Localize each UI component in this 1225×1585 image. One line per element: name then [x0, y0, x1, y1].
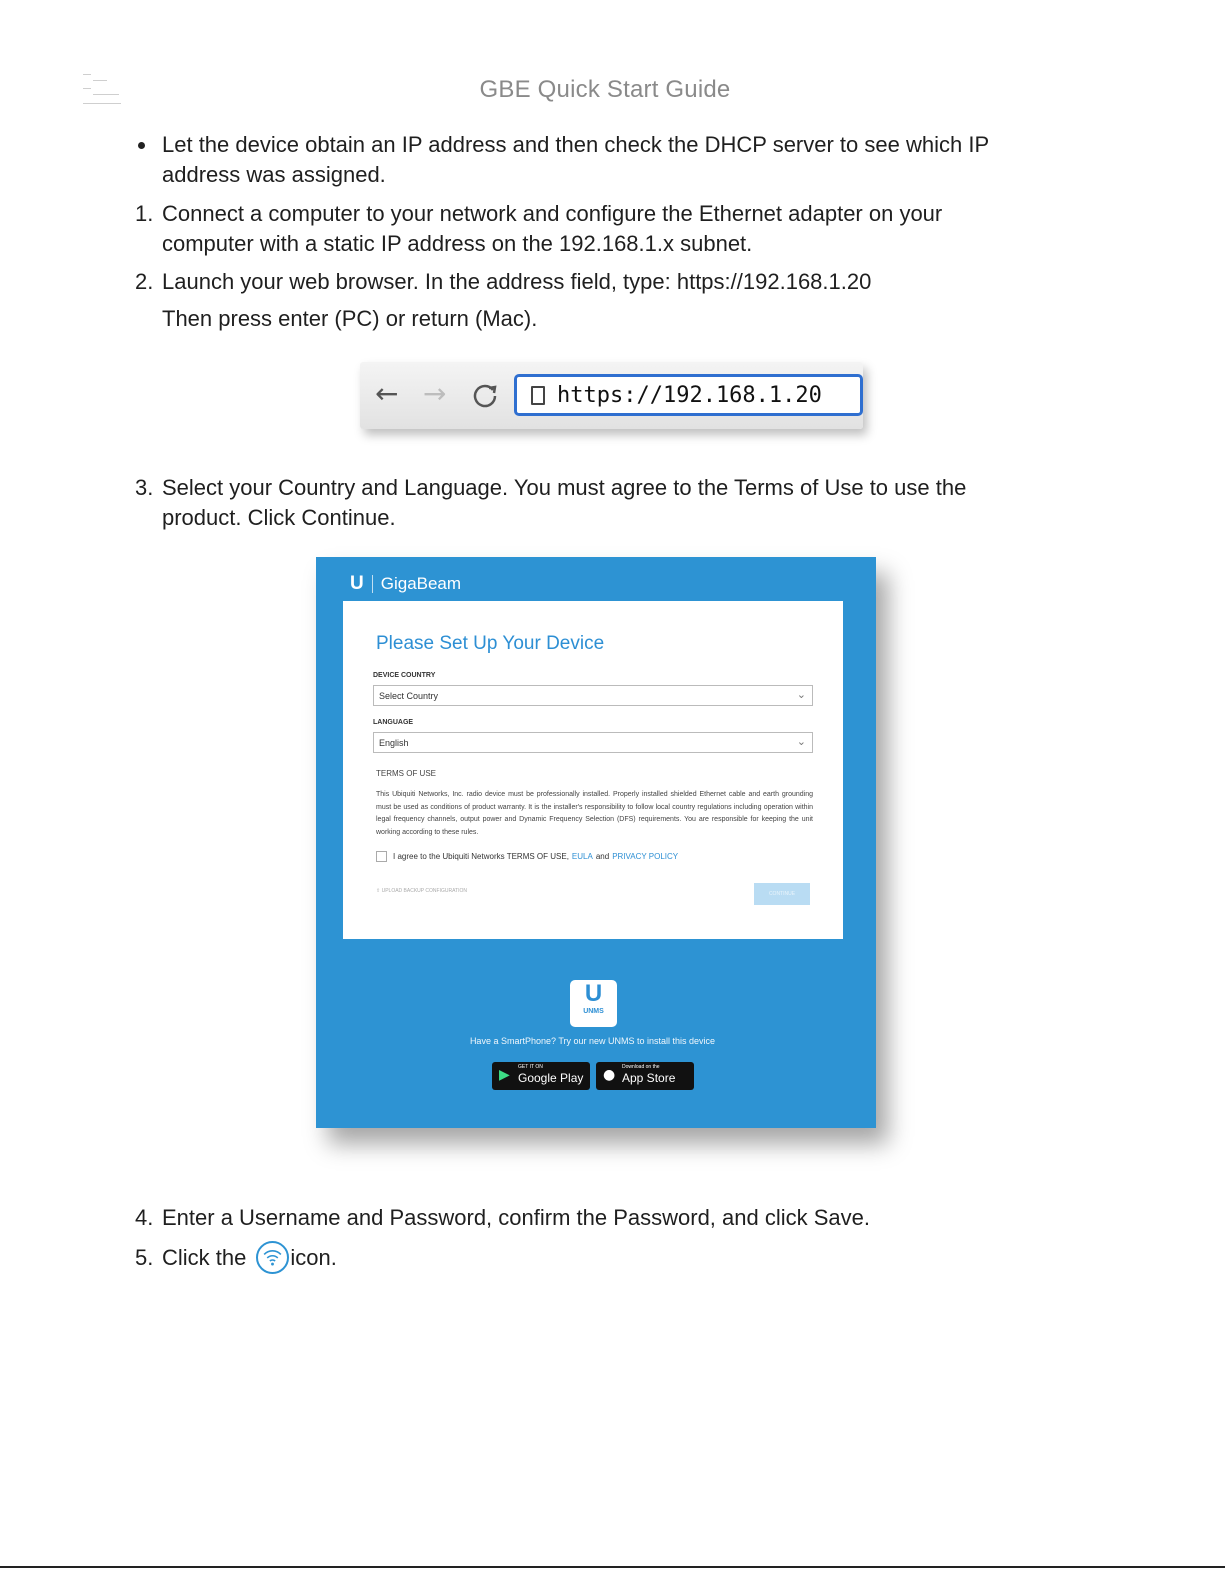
agree-text: I agree to the Ubiquiti Networks TERMS OF USE, — [393, 852, 569, 861]
chevron-down-icon: ⌄ — [796, 689, 806, 701]
ubiquiti-logo-icon: U — [350, 573, 364, 594]
agree-row — [376, 851, 681, 862]
google-play-icon: ▶ — [499, 1067, 510, 1083]
setup-card — [343, 601, 843, 939]
browser-address-bar-image — [360, 362, 863, 429]
step-line-2: product. Click Continue. — [162, 505, 396, 530]
page-title: GBE Quick Start Guide — [479, 76, 731, 103]
page-icon — [531, 386, 545, 405]
intro-bullet — [135, 130, 1055, 190]
agree-checkbox — [376, 851, 387, 862]
unms-logo-mark: U — [584, 980, 603, 1007]
language-label: LANGUAGE — [373, 719, 414, 726]
page-bottom-rule — [0, 1566, 1225, 1568]
step-number: 2. — [135, 269, 154, 294]
step-text-before-icon: Click the — [162, 1245, 247, 1270]
url-field — [514, 374, 863, 416]
country-label: DEVICE COUNTRY — [373, 672, 436, 679]
wifi-icon — [256, 1241, 289, 1274]
url-text: https://192.168.1.20 — [557, 383, 822, 408]
bullet-line-2: address was assigned. — [162, 162, 386, 187]
country-value: Select Country — [379, 691, 439, 701]
back-arrow-icon: ← — [375, 377, 399, 410]
google-play-text: Google Play — [518, 1071, 584, 1085]
step-text-after-icon: icon. — [290, 1245, 337, 1270]
step-number: 5. — [135, 1245, 154, 1270]
bullet-dot — [138, 142, 145, 149]
unms-promo-text: Have a SmartPhone? Try our new UNMS to install this device — [469, 1036, 716, 1046]
chevron-down-icon: ⌄ — [796, 736, 806, 748]
step-2 — [135, 267, 1055, 334]
step-number: 4. — [135, 1205, 154, 1230]
header-separator — [372, 575, 373, 593]
eula-link: EULA — [571, 852, 593, 861]
step-1 — [135, 199, 1055, 259]
step-3 — [135, 473, 1055, 533]
terms-label: TERMS OF USE — [376, 769, 437, 778]
and-text: and — [595, 852, 610, 861]
terms-text: This Ubiquiti Networks, Inc. radio device must be professionally installed. Properly installed shielded Ethernet cable and earth grounding must be used as conditions of product warranty. It is the installer's responsibility to follow local country regulations including operation within legal frequency channels, output power and Dynamic Frequency Selection (DFS) requirements. You are responsible for keeping the unit working according to these rules. — [376, 791, 813, 836]
unms-logo-icon — [570, 980, 617, 1027]
bullet-line-1: Let the device obtain an IP address and then check the DHCP server to see which IP — [162, 132, 990, 157]
step-line-1: Launch your web browser. In the address field, type: https://192.168.1.20 — [162, 269, 872, 294]
upload-icon: ⇧ — [376, 888, 381, 894]
gigabeam-setup-screenshot — [316, 557, 876, 1128]
step-number: 3. — [135, 475, 154, 500]
language-select — [373, 732, 813, 753]
app-store-text: App Store — [622, 1071, 676, 1085]
step-line-2: Then press enter (PC) or return (Mac). — [162, 306, 538, 331]
step-4 — [135, 1203, 1055, 1233]
app-store-small-text: Download on the — [622, 1064, 660, 1070]
language-value: English — [379, 738, 409, 748]
forward-arrow-icon: → — [423, 377, 447, 410]
product-name: GigaBeam — [380, 574, 462, 593]
upload-backup-link — [376, 888, 467, 894]
step-line-2: computer with a static IP address on the 192.168.1.x subnet. — [162, 231, 753, 256]
step-line-1: Connect a computer to your network and configure the Ethernet adapter on your — [162, 201, 943, 226]
step-line-1: Select your Country and Language. You must agree to the Terms of Use to use the — [162, 475, 967, 500]
privacy-link: PRIVACY POLICY — [612, 852, 679, 861]
reload-icon — [472, 382, 498, 408]
gigabeam-header — [350, 573, 461, 595]
continue-button: CONTINUE — [754, 883, 810, 905]
step-line-1: Enter a Username and Password, confirm the Password, and click Save. — [162, 1205, 870, 1230]
setup-card-title: Please Set Up Your Device — [376, 633, 605, 654]
step-text — [162, 1243, 1055, 1273]
step-number: 1. — [135, 201, 154, 226]
google-play-badge — [492, 1062, 590, 1090]
unms-logo-text: UNMS — [583, 1008, 604, 1015]
upload-text: UPLOAD BACKUP CONFIGURATION — [381, 888, 467, 894]
country-select — [373, 685, 813, 706]
apple-icon: ● — [603, 1067, 616, 1083]
app-store-badge — [596, 1062, 694, 1090]
google-play-small-text: GET IT ON — [518, 1064, 543, 1070]
